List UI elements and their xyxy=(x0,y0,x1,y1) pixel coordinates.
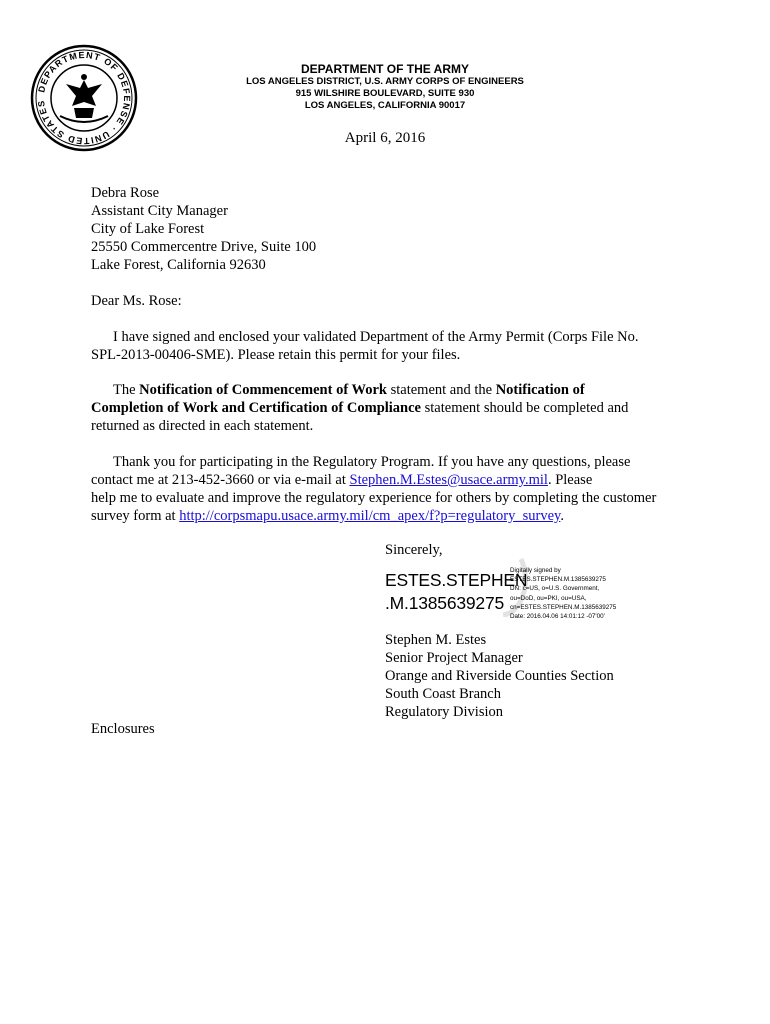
paragraph-line: Thank you for participating in the Regulatory Program. If you have any questions, please xyxy=(113,454,631,470)
paragraph-line xyxy=(91,381,691,399)
survey-link[interactable]: http://corpsmapu.usace.army.mil/cm_apex/f?p=regulatory_survey xyxy=(179,508,561,524)
letterhead-city: LOS ANGELES, CALIFORNIA 90017 xyxy=(304,100,466,111)
svg-text:DEPARTMENT OF DEFENSE · UNITED: DEPARTMENT OF DEFENSE · UNITED STATES xyxy=(35,49,133,147)
paragraph-contact xyxy=(91,453,691,525)
signer-branch: South Coast Branch xyxy=(385,686,501,702)
digital-signature[interactable] xyxy=(385,563,645,623)
recipient-name: Debra Rose xyxy=(91,185,160,201)
recipient-city: Lake Forest, California 92630 xyxy=(91,257,266,273)
bold-commencement: Notification of Commencement of Work xyxy=(139,382,387,398)
recipient-street: 25550 Commercentre Drive, Suite 100 xyxy=(91,239,317,255)
signature-detail-line: cn=ESTES.STEPHEN.M.1385639275 xyxy=(510,603,617,611)
recipient-org: City of Lake Forest xyxy=(91,221,205,237)
text-span: statement should be completed and xyxy=(421,400,629,416)
text-span: survey form at xyxy=(91,508,180,524)
bold-notification: Notification of xyxy=(495,382,585,398)
paragraph-line xyxy=(91,507,691,525)
signature-detail-line: Digitally signed by xyxy=(510,567,561,574)
signature-detail-line: Date: 2016.04.06 14:01:12 -07'00' xyxy=(510,613,605,621)
signature-detail-line: ESTES.STEPHEN.M.1385639275 xyxy=(510,576,606,584)
text-span: . Please xyxy=(547,472,593,488)
closing: Sincerely, xyxy=(385,542,443,558)
signature-details xyxy=(510,566,616,621)
paragraph-line: returned as directed in each statement. xyxy=(91,418,314,434)
signature-detail-line: ou=DoD, ou=PKI, ou=USA, xyxy=(510,594,587,602)
text-span: contact me at 213-452-3660 or via e-mail at xyxy=(91,472,350,488)
signer-section: Orange and Riverside Counties Section xyxy=(385,668,614,684)
signature-name-line: .M.1385639275 xyxy=(385,593,505,613)
letterhead xyxy=(160,62,610,112)
signer-title: Senior Project Manager xyxy=(385,650,523,666)
signature-name xyxy=(385,569,527,615)
paragraph-line: I have signed and enclosed your validated Department of the Army Permit (Corps File No. xyxy=(113,329,639,345)
letter-date: April 6, 2016 xyxy=(344,130,426,146)
recipient-title: Assistant City Manager xyxy=(91,203,228,219)
paragraph-line xyxy=(91,399,691,417)
letterhead-street: 915 WILSHIRE BOULEVARD, SUITE 930 xyxy=(295,88,475,99)
recipient-address xyxy=(91,184,316,274)
text-span: The xyxy=(113,382,140,398)
paragraph-line: SPL-2013-00406-SME). Please retain this permit for your files. xyxy=(91,347,461,363)
paragraph-line xyxy=(91,471,691,489)
letterhead-district: LOS ANGELES DISTRICT, U.S. ARMY CORPS OF ENGINEERS xyxy=(246,76,524,87)
text-span: statement and the xyxy=(386,382,496,398)
paragraph-line: help me to evaluate and improve the regulatory experience for others by completing the customer xyxy=(91,490,657,506)
paragraph-permit xyxy=(91,328,691,364)
signer-block xyxy=(385,631,614,721)
signer-name: Stephen M. Estes xyxy=(385,632,487,648)
salutation: Dear Ms. Rose: xyxy=(91,293,182,309)
signer-division: Regulatory Division xyxy=(385,704,504,720)
signature-detail-line: DN: c=US, o=U.S. Government, xyxy=(510,585,600,593)
enclosures: Enclosures xyxy=(91,721,155,737)
paragraph-notifications xyxy=(91,381,691,435)
bold-completion: Completion of Work and Certification of Compliance xyxy=(91,400,421,416)
letterhead-title: DEPARTMENT OF THE ARMY xyxy=(301,62,469,76)
email-link[interactable]: Stephen.M.Estes@usace.army.mil xyxy=(349,472,548,488)
text-span: . xyxy=(560,508,564,524)
signature-name-line: ESTES.STEPHEN xyxy=(385,570,528,590)
